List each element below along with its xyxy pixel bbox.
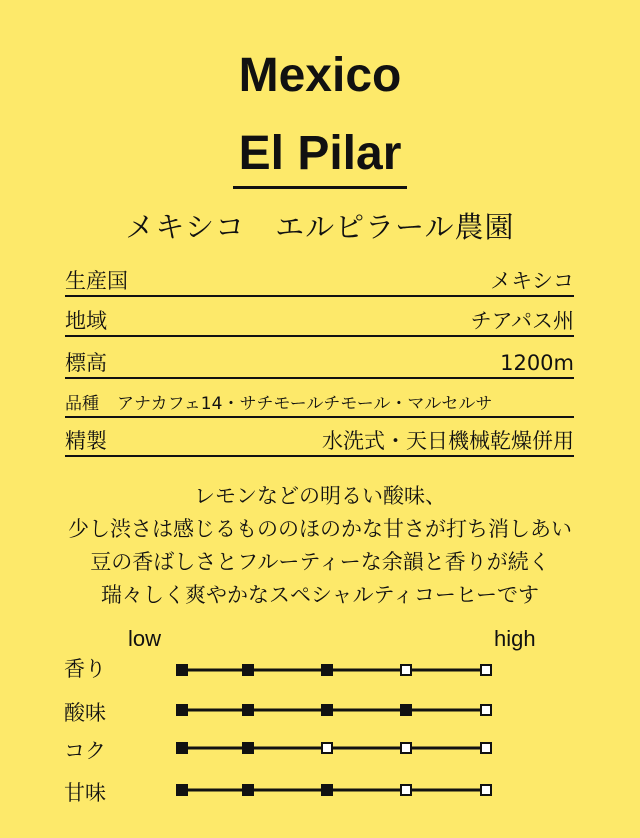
rating-marker-filled <box>322 705 332 715</box>
country-title: Mexico <box>238 49 402 102</box>
spec-value: チアパス州 <box>470 309 574 333</box>
rating-marker-empty <box>481 705 491 715</box>
rating-marker-filled <box>177 665 187 675</box>
description-line: 豆の香ばしさとフルーティーな余韻と香りが続く <box>90 550 550 574</box>
spec-label: 標高 <box>65 351 107 375</box>
spec-label: 地域 <box>65 309 107 333</box>
rating-label-body: コク <box>64 739 106 763</box>
spec-label: 生産国 <box>65 269 128 293</box>
spec-label: 品種 <box>65 394 99 414</box>
spec-value: 水洗式・天日機械乾燥併用 <box>322 429 574 453</box>
description-line: レモンなどの明るい酸味、 <box>194 484 446 508</box>
rating-marker-empty <box>322 743 332 753</box>
spec-value: アナカフェ14・サチモールチモール・マルセルサ <box>117 394 493 414</box>
rating-marker-empty <box>481 785 491 795</box>
rating-marker-filled <box>177 705 187 715</box>
description-line: 少し渋さは感じるもののほのかな甘さが打ち消しあい <box>68 517 572 541</box>
spec-value: メキシコ <box>490 269 574 293</box>
spec-label: 精製 <box>65 429 107 453</box>
scale-low-label: low <box>128 626 162 651</box>
rating-marker-filled <box>243 785 253 795</box>
rating-label-aroma: 香り <box>64 657 106 681</box>
rating-marker-empty <box>481 743 491 753</box>
rating-marker-empty <box>481 665 491 675</box>
rating-label-sweetness: 甘味 <box>64 781 106 805</box>
rating-marker-empty <box>401 743 411 753</box>
rating-label-acidity: 酸味 <box>64 701 106 725</box>
rating-marker-filled <box>322 665 332 675</box>
spec-value: 1200m <box>500 351 574 375</box>
description-line: 瑞々しく爽やかなスペシャルティコーヒーです <box>100 583 540 607</box>
rating-marker-filled <box>177 785 187 795</box>
scale-high-label: high <box>494 626 536 651</box>
farm-title-text: El Pilar <box>233 127 408 189</box>
rating-marker-filled <box>243 743 253 753</box>
japanese-title: メキシコ エルピラール農園 <box>125 210 515 244</box>
rating-marker-filled <box>322 785 332 795</box>
rating-marker-empty <box>401 665 411 675</box>
rating-marker-filled <box>243 705 253 715</box>
rating-marker-filled <box>177 743 187 753</box>
rating-marker-filled <box>401 705 411 715</box>
rating-marker-empty <box>401 785 411 795</box>
rating-marker-filled <box>243 665 253 675</box>
